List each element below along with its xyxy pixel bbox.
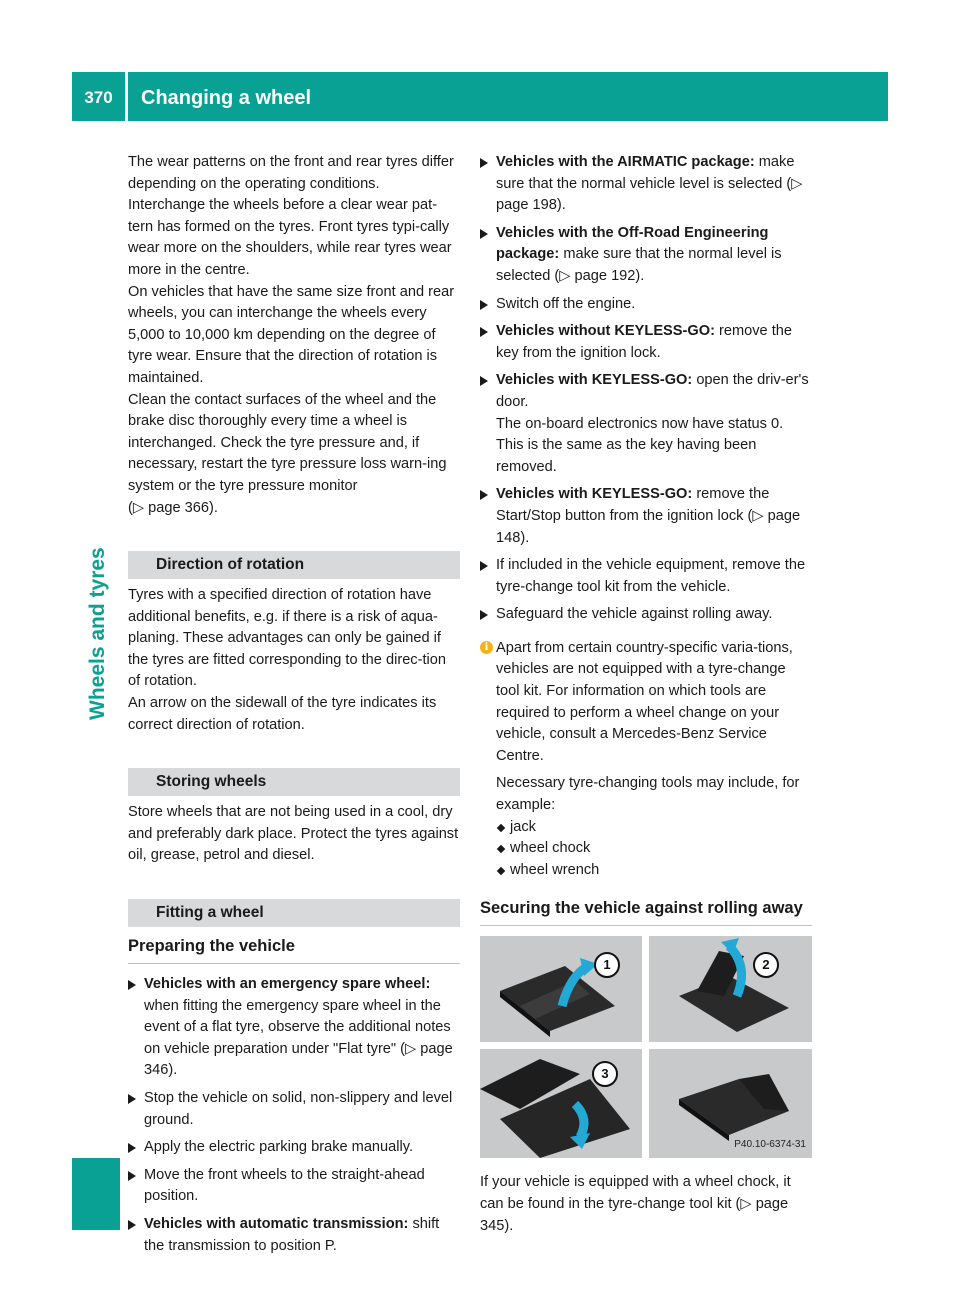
info-note [480, 638, 812, 882]
direction-paragraph-1: Tyres with a specified direction of rotation have additional benefits, e.g. if there is a risk of aqua-planing. These advantages can only be gained if the tyres are fitted corresponding to the direc-tion of rotation. [128, 587, 446, 690]
step-arrow-icon [480, 561, 488, 571]
step-item [480, 484, 812, 549]
step-item [480, 321, 812, 364]
tool-name: wheel wrench [510, 861, 600, 878]
step-item [128, 974, 460, 1082]
step-item [480, 152, 812, 217]
step-condition: Vehicles with KEYLESS-GO: [496, 486, 693, 503]
intro-paragraph-2: On vehicles that have the same size front and rear wheels, you can interchange the wheels every 5,000 to 10,000 km depending on the degree of tyre wear. Ensure that the direction of rotation is maintained. [128, 283, 455, 386]
securing-vehicle-heading: Securing the vehicle against rolling away [480, 897, 812, 926]
page-number: 370 [84, 88, 113, 107]
step-item [480, 223, 812, 288]
step-text: Move the front wheels to the straight-ahead position. [144, 1166, 425, 1205]
info-icon: i [480, 641, 493, 654]
step-item [480, 604, 812, 626]
info-paragraph-2: Necessary tyre-changing tools may include, for example: [496, 775, 800, 814]
preparing-vehicle-heading: Preparing the vehicle [128, 935, 460, 964]
step-arrow-icon [480, 158, 488, 168]
step-arrow-icon [480, 300, 488, 310]
step-arrow-icon [128, 980, 136, 990]
step-text: shift the transmission to position P. [144, 1215, 440, 1254]
callout-1: 1 [594, 952, 620, 978]
step-condition: Vehicles with an emergency spare wheel: [144, 976, 431, 993]
step-arrow-icon [128, 1171, 136, 1181]
step-text: remove the key from the ignition lock. [496, 323, 793, 361]
fitting-a-wheel-heading: Fitting a wheel [128, 899, 460, 927]
bullet-icon [497, 867, 505, 875]
step-arrow-icon [128, 1143, 136, 1153]
step-text: Switch off the engine. [496, 295, 636, 312]
step-item [128, 1165, 460, 1208]
wheel-chock-figure [480, 936, 812, 1158]
figure-code: P40.10-6374-31 [734, 1138, 806, 1150]
step-text: open the driv-er's door. [496, 372, 809, 410]
side-tab-marker [72, 1158, 120, 1230]
step-item [128, 1137, 460, 1159]
bullet-icon [497, 845, 505, 853]
tool-name: wheel chock [510, 840, 591, 857]
step-text: remove the Start/Stop button from the ignition lock (▷ page 148). [496, 486, 801, 546]
callout-2: 2 [753, 952, 779, 978]
step-arrow-icon [480, 376, 488, 386]
list-item [496, 860, 812, 882]
list-item [496, 817, 812, 839]
side-tab-label: Wheels and tyres [86, 547, 109, 720]
step-arrow-icon [480, 490, 488, 500]
right-column [480, 152, 812, 1237]
step-arrow-icon [128, 1220, 136, 1230]
bullet-icon [497, 823, 505, 831]
step-condition: Vehicles without KEYLESS-GO: [496, 323, 715, 340]
intro-paragraph-3: Clean the contact surfaces of the wheel and the brake disc thoroughly every time a wheel is interchanged. Check the tyre pressure and, if necessary, restart the tyre pressure loss warn-ing system or the tyre pressure monitor [128, 391, 447, 494]
step-arrow-icon [480, 229, 488, 239]
step-condition: Vehicles with the AIRMATIC package: [496, 154, 755, 170]
step-item [480, 294, 812, 316]
list-item [496, 838, 812, 860]
step-text: when fitting the emergency spare wheel in the event of a flat tyre, observe the additional notes on vehicle preparation under "Flat tyre" (▷ page 346). [144, 997, 453, 1079]
step-text: make sure that the normal level is selected (▷ page 192). [496, 246, 782, 284]
storing-wheels-heading: Storing wheels [128, 768, 460, 796]
step-text: Safeguard the vehicle against rolling away. [496, 606, 773, 623]
step-item [480, 370, 812, 478]
step-item [128, 1214, 460, 1257]
header-divider [125, 72, 128, 121]
step-text: If included in the vehicle equipment, remove the tyre-change tool kit from the vehicle. [496, 557, 806, 595]
figure-panel-2 [649, 936, 812, 1042]
step-arrow-icon [480, 610, 488, 620]
intro-paragraph-1: The wear patterns on the front and rear tyres differ depending on the operating conditions. Interchange the wheels before a clear wear pat-tern has formed on the tyres. Front tyres typi-cally wear more on the shoulders, while rear tyres wear more in the centre. [128, 154, 454, 278]
tool-name: jack [510, 818, 536, 835]
callout-3: 3 [592, 1061, 618, 1087]
step-item [128, 1088, 460, 1131]
info-paragraph-1: Apart from certain country-specific varia-tions, vehicles are not equipped with a tyre-change tool kit. For information on which tools are required to perform a wheel change on your vehicle, consult a Mercedes-Benz Service Centre. [496, 639, 793, 764]
status-note: The on-board electronics now have status 0. This is the same as the key having been removed. [496, 415, 784, 475]
step-arrow-icon [480, 327, 488, 337]
figure-panel-4 [649, 1049, 812, 1158]
left-column [128, 152, 460, 1263]
step-condition: Vehicles with the Off-Road Engineering package: [496, 224, 769, 263]
figure-panel-3 [480, 1049, 642, 1158]
chapter-title: Changing a wheel [141, 87, 312, 109]
step-condition: Vehicles with automatic transmission: [144, 1215, 409, 1232]
storing-paragraph: Store wheels that are not being used in a cool, dry and preferably dark place. Protect the tyres against oil, grease, petrol and diesel. [128, 804, 459, 864]
direction-of-rotation-heading: Direction of rotation [128, 551, 460, 579]
page-reference-link[interactable]: (▷ page 366). [128, 499, 218, 516]
step-text: Stop the vehicle on solid, non-slippery and level ground. [144, 1090, 453, 1128]
step-condition: Vehicles with KEYLESS-GO: [496, 372, 693, 389]
step-text: Apply the electric parking brake manually. [144, 1139, 414, 1156]
step-arrow-icon [128, 1094, 136, 1104]
figure-panel-1 [480, 936, 642, 1042]
closing-paragraph: If your vehicle is equipped with a wheel chock, it can be found in the tyre-change tool kit (▷ page 345). [480, 1174, 791, 1234]
direction-paragraph-2: An arrow on the sidewall of the tyre indicates its correct direction of rotation. [128, 695, 437, 733]
step-item [480, 555, 812, 598]
step-text: make sure that the normal vehicle level is selected (▷ page 198). [496, 154, 803, 214]
